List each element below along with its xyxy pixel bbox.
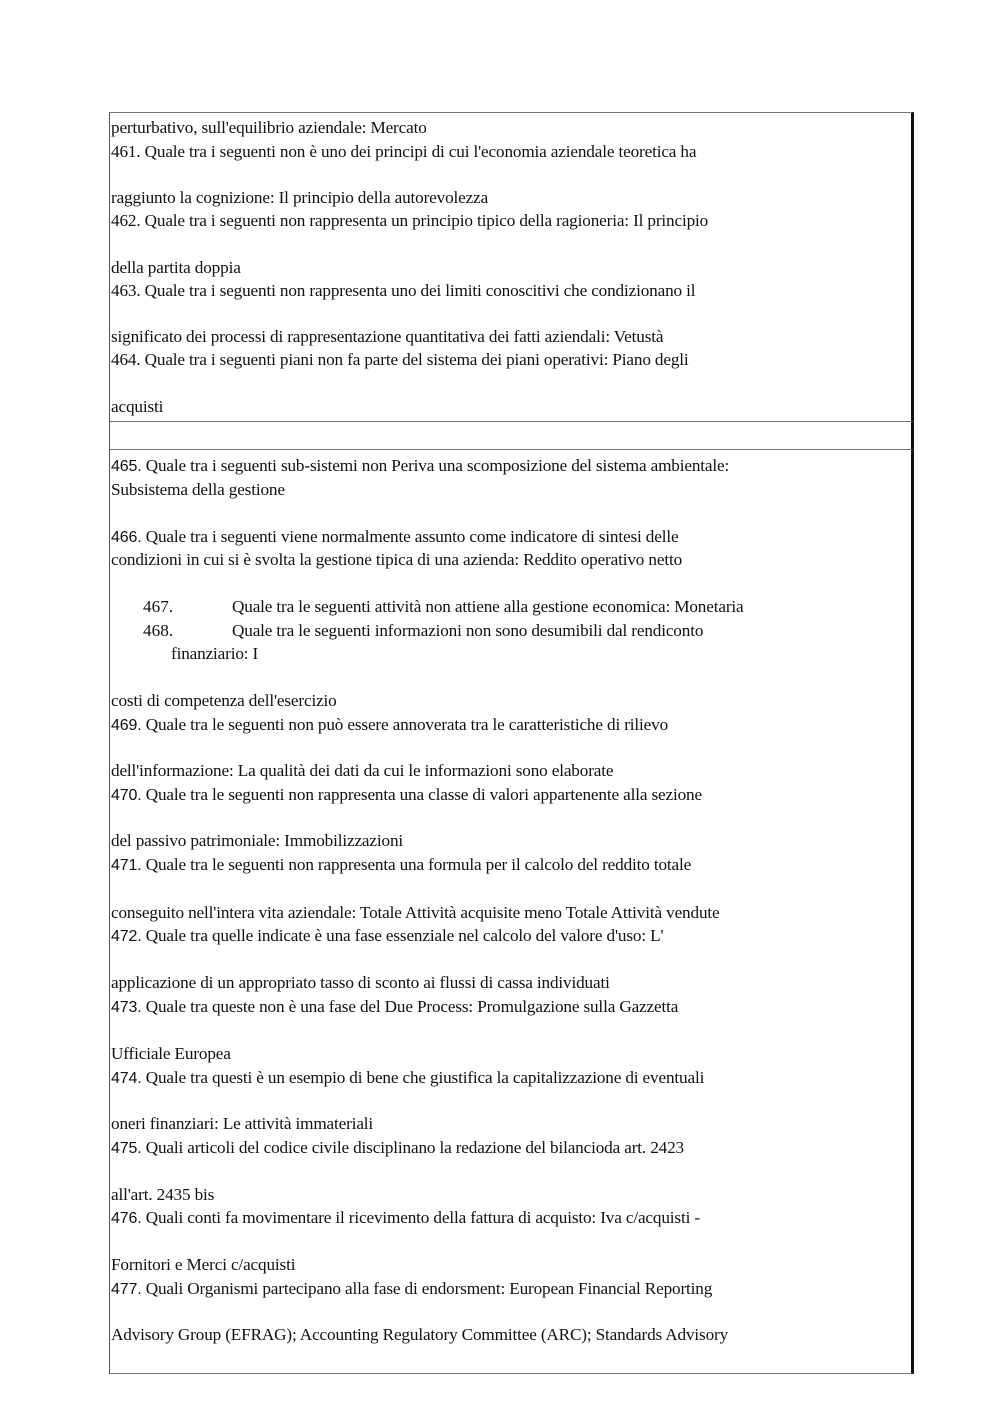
text-line	[111, 1138, 684, 1159]
text-line	[111, 691, 337, 712]
text-line	[111, 761, 613, 782]
item-text: Quale tra i seguenti viene normalmente assunto come indicatore di sintesi delle	[141, 527, 679, 546]
text-line: 463. Quale tra i seguenti non rappresenta uno dei limiti conoscitivi che condizionano il	[111, 281, 696, 300]
text-line	[111, 973, 610, 994]
text-line: 461. Quale tra i seguenti non è uno dei principi di cui l'economia aziendale teoretica ha	[111, 142, 697, 161]
item-text: Fornitori e Merci c/acquisti	[111, 1255, 296, 1274]
item-text: Advisory Group (EFRAG); Accounting Regulatory Committee (ARC); Standards Advisory	[111, 1325, 729, 1344]
text-line: perturbativo, sull'equilibrio aziendale: Mercato	[111, 118, 427, 137]
text-line	[111, 456, 729, 477]
text-line	[111, 1068, 704, 1089]
item-number: 474.	[111, 1070, 142, 1087]
item-text: Quale tra questi è un esempio di bene che giustifica la capitalizzazione di eventuali	[141, 1068, 705, 1087]
item-text: all'art. 2435 bis	[111, 1185, 215, 1204]
text-line	[111, 1044, 231, 1065]
item-text: oneri finanziari: Le attività immateriali	[111, 1114, 374, 1133]
item-text: Subsistema della gestione	[111, 480, 285, 499]
text-line: acquisti	[111, 397, 164, 416]
item-text: conseguito nell'intera vita aziendale: Totale Attività acquisite meno Totale Attività vendute	[111, 903, 720, 922]
list-item-number: 467.	[143, 597, 174, 616]
item-text: Quali articoli del codice civile disciplinano la redazione del bilancioda art. 2423	[141, 1138, 684, 1157]
text-line	[111, 1279, 712, 1300]
item-text: costi di competenza dell'esercizio	[111, 691, 337, 710]
list-item-number: 468.	[143, 621, 174, 640]
item-text: condizioni in cui si è svolta la gestione tipica di una azienda: Reddito operativo netto	[111, 550, 683, 569]
text-line	[111, 926, 663, 947]
item-text: Quale tra le seguenti non rappresenta una formula per il calcolo del reddito totale	[141, 855, 692, 874]
text-line	[111, 831, 403, 852]
list-item-continuation: finanziario: I	[171, 644, 259, 663]
item-text: dell'informazione: La qualità dei dati da cui le informazioni sono elaborate	[111, 761, 614, 780]
item-text: Quale tra i seguenti sub-sistemi non Periva una scomposizione del sistema ambientale:	[141, 456, 730, 475]
text-line	[111, 715, 668, 736]
list-item-text: Quale tra le seguenti informazioni non sono desumibili dal rendiconto	[232, 621, 704, 640]
item-text: Quale tra quelle indicate è una fase essenziale nel calcolo del valore d'uso: L'	[141, 926, 664, 945]
item-number: 466.	[111, 529, 142, 546]
text-line: della partita doppia	[111, 258, 241, 277]
list-item-text: Quale tra le seguenti attività non attiene alla gestione economica: Monetaria	[232, 597, 744, 616]
item-number: 471.	[111, 857, 142, 874]
text-line: 464. Quale tra i seguenti piani non fa parte del sistema dei piani operativi: Piano degli	[111, 350, 689, 369]
item-number: 475.	[111, 1140, 142, 1157]
item-text: Quale tra le seguenti non rappresenta una classe di valori appartenente alla sezione	[141, 785, 702, 804]
text-line	[111, 1325, 728, 1346]
item-number: 465.	[111, 458, 142, 475]
text-line	[111, 1114, 373, 1135]
item-text: Ufficiale Europea	[111, 1044, 231, 1063]
item-number: 469.	[111, 717, 142, 734]
text-line	[111, 1208, 700, 1229]
document-box-empty-row	[109, 421, 914, 450]
item-text: applicazione di un appropriato tasso di sconto ai flussi di cassa individuati	[111, 973, 610, 992]
item-number: 473.	[111, 999, 142, 1016]
item-text: Quali Organismi partecipano alla fase di endorsment: European Financial Reporting	[141, 1279, 713, 1298]
text-line: 462. Quale tra i seguenti non rappresenta un principio tipico della ragioneria: Il principio	[111, 211, 709, 230]
item-number: 476.	[111, 1210, 142, 1227]
text-line	[111, 550, 682, 571]
text-line	[111, 855, 691, 876]
item-number: 470.	[111, 787, 142, 804]
item-text: Quale tra le seguenti non può essere annoverata tra le caratteristiche di rilievo	[141, 715, 669, 734]
text-line	[111, 480, 285, 501]
item-number: 472.	[111, 928, 142, 945]
text-line	[111, 785, 702, 806]
text-line	[111, 903, 720, 924]
text-line: raggiunto la cognizione: Il principio della autorevolezza	[111, 188, 489, 207]
text-line	[111, 527, 678, 548]
text-line	[111, 997, 678, 1018]
item-number: 477.	[111, 1281, 142, 1298]
text-line: significato dei processi di rappresentazione quantitativa dei fatti aziendali: Vetustà	[111, 327, 664, 346]
text-line	[111, 1185, 214, 1206]
item-text: Quale tra queste non è una fase del Due Process: Promulgazione sulla Gazzetta	[141, 997, 679, 1016]
item-text: del passivo patrimoniale: Immobilizzazioni	[111, 831, 404, 850]
item-text: Quali conti fa movimentare il ricevimento della fattura di acquisto: Iva c/acquisti -	[141, 1208, 700, 1227]
text-line	[111, 1255, 295, 1276]
